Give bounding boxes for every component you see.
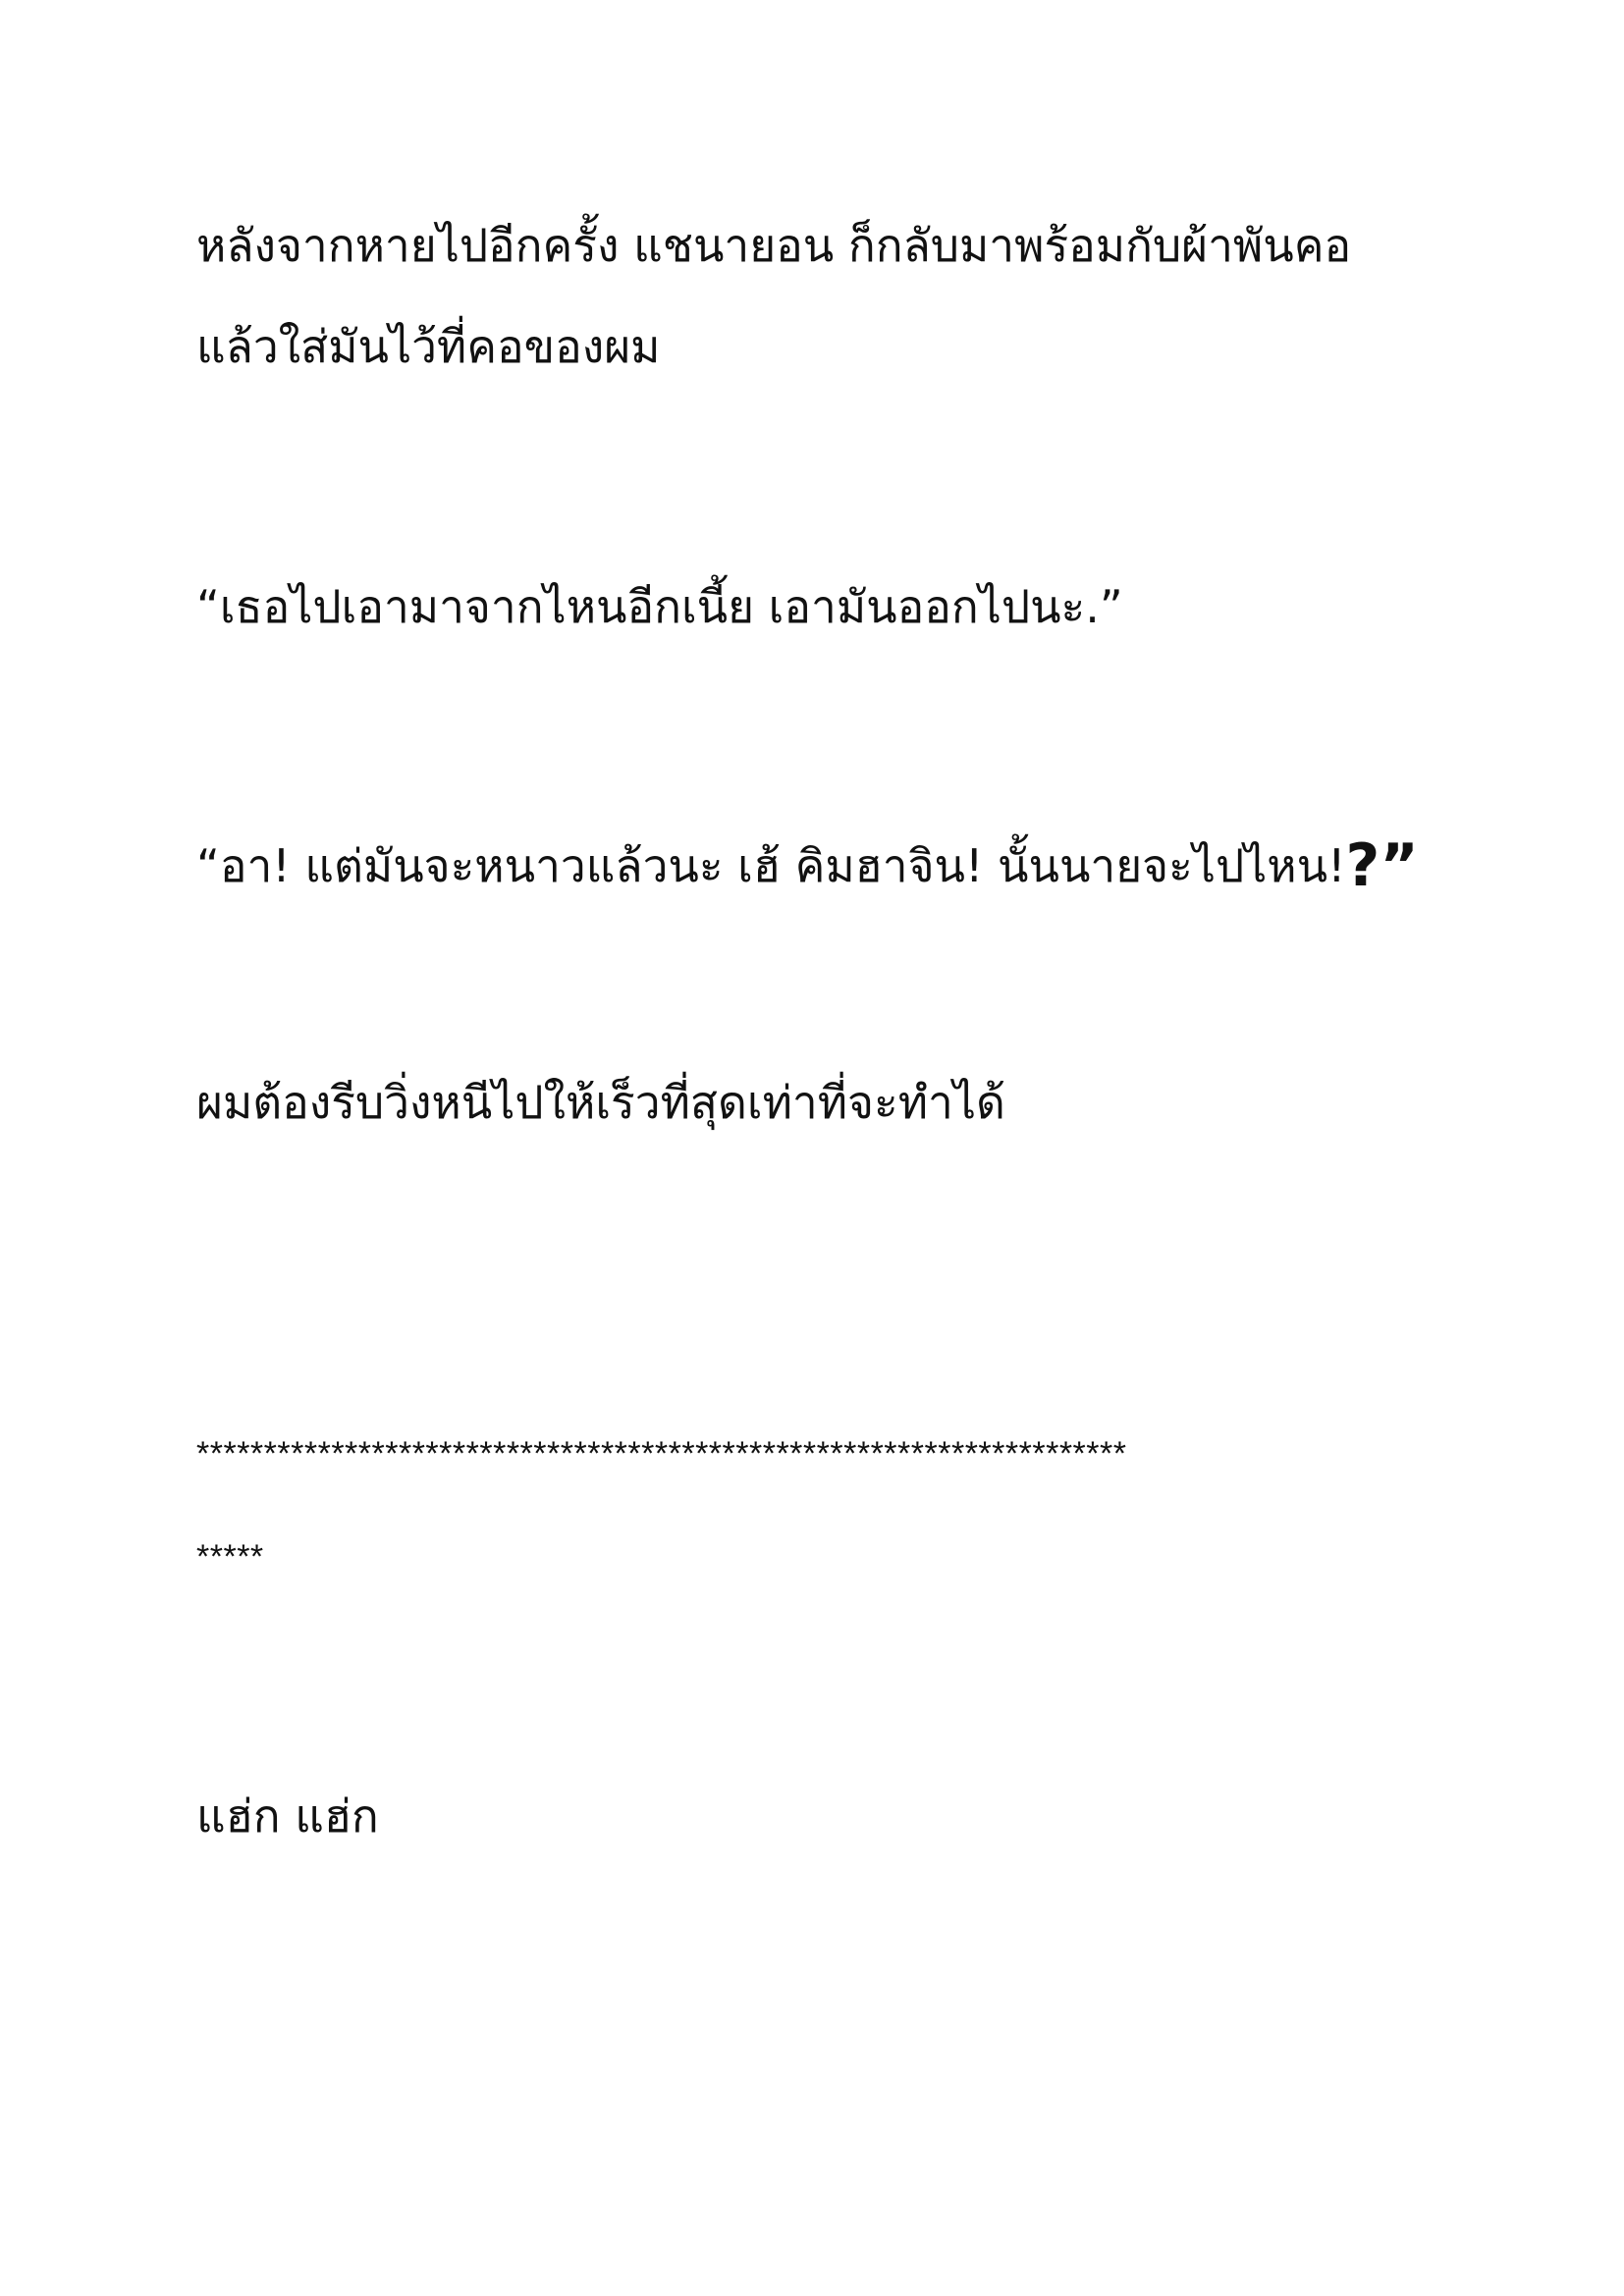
dialogue-line: “เธอไปเอามาจากไหนอีกเนี้ย เอามันออกไปนะ.” xyxy=(196,580,1123,633)
dialogue-line xyxy=(196,829,1419,903)
separator-line: ********************************************************************* xyxy=(196,1435,1127,1472)
paragraph-line: แล้วใส่มันไว้ที่คอของผม xyxy=(196,320,661,373)
dialogue-text: “อา! แต่มันจะหนาวแล้วนะ เฮ้ คิมฮาจิน! นั้นนายจะไปไหน! xyxy=(196,839,1346,892)
paragraph-line: ผมต้องรีบวิ่งหนีไปให้เร็วที่สุดเท่าที่จะทำได้ xyxy=(196,1076,1005,1129)
dialogue-end-mark: ?” xyxy=(1345,831,1419,900)
sound-effect-line: แฮ่ก แฮ่ก xyxy=(196,1789,379,1842)
separator-line: ***** xyxy=(196,1538,264,1575)
paragraph-line: หลังจากหายไปอีกครั้ง แชนายอน ก็กลับมาพร้อมกับผ้าพันคอ xyxy=(196,219,1352,272)
